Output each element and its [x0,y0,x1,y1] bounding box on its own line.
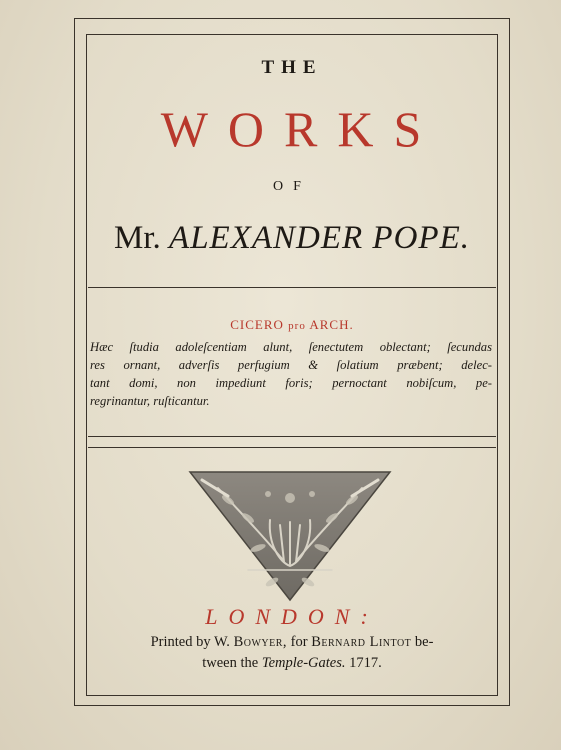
lyre-ornament-icon [188,470,392,602]
imprint-year: 1717. [349,655,382,671]
imprint-tween: tween the [202,655,259,671]
imprint-line-1 [90,634,494,651]
rule-middle-2 [88,447,496,448]
author-line [86,220,498,257]
imprint-for: for [290,634,308,650]
title-of: OF [273,179,311,194]
epigraph-line-1: Hæc ſtudia adoleſcentiam alunt, ſenectutem oblectant; ſecundas [90,340,492,354]
epigraph-source-pro: pro [288,320,306,332]
imprint-printer: Bowyer, [233,634,288,650]
rule-top [88,287,496,288]
imprint-printed-by: Printed by W. [150,634,230,650]
epigraph-source-main: CICERO [230,317,284,332]
imprint-location: Temple-Gates. [261,655,346,671]
imprint-between: be- [414,634,434,650]
epigraph-quote [90,338,492,410]
author-name: ALEXANDER POPE. [169,220,470,256]
epigraph-line-3: tant domi, non impediunt foris; pernoctant nobiſcum, pe- [90,376,492,390]
imprint-place: LONDON: [205,604,379,629]
title-works: WORKS [160,101,442,157]
imprint-line-2 [90,655,494,672]
title-the: THE [261,57,323,78]
epigraph-source-end: ARCH. [309,317,354,332]
rule-middle-1 [88,436,496,437]
epigraph-line-4: regrinantur, ruſticantur. [90,394,210,408]
imprint-publisher: Bernard Lintot [311,634,412,650]
epigraph-line-2: res ornant, adverſis perfugium & ſolatium præbent; delec- [90,358,492,372]
author-honorific: Mr. [114,220,161,256]
epigraph-source [86,317,498,333]
